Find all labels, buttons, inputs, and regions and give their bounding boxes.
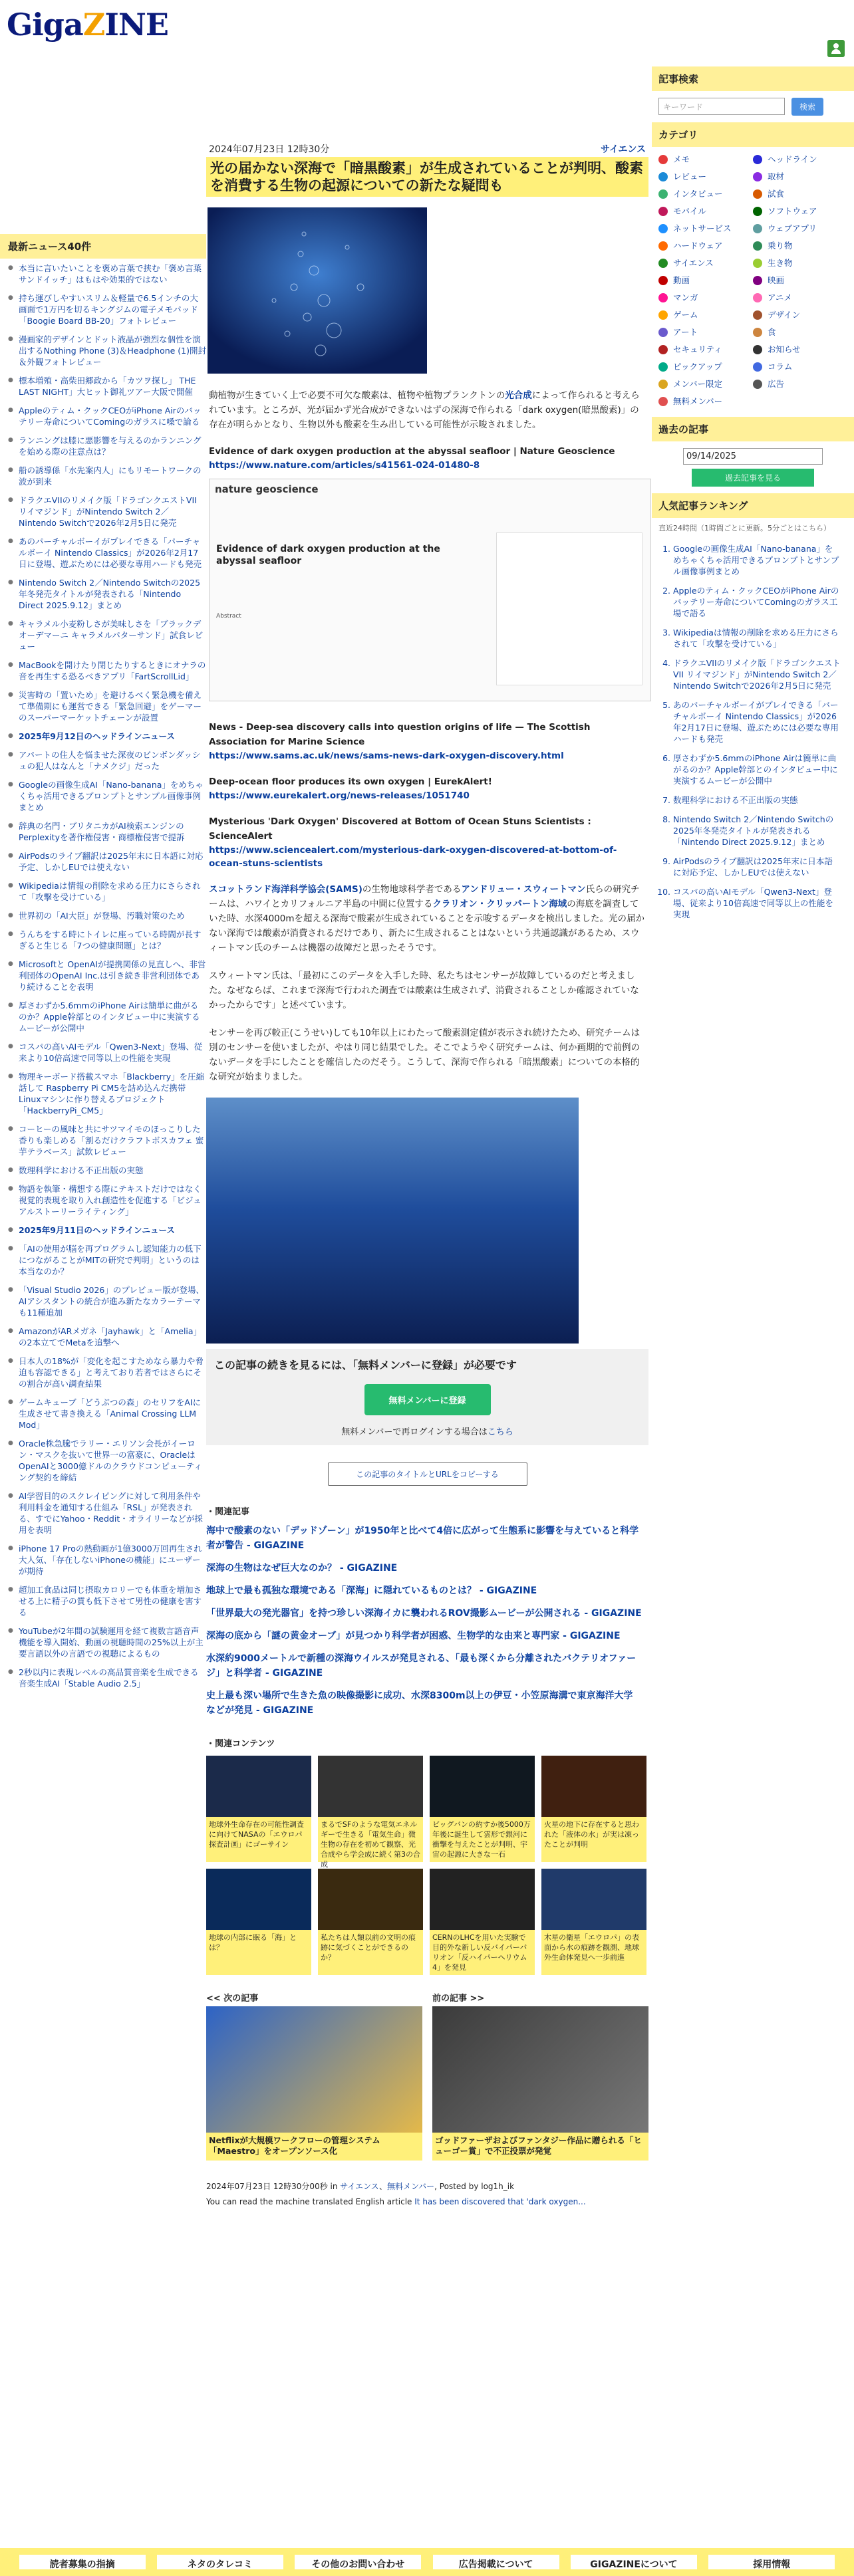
category-dot-icon	[753, 276, 762, 285]
category-dot-icon	[658, 241, 668, 251]
news-item[interactable]: ● アパートの住人を悩ませた深夜のビンボンダッシュの犯人はなんと「ナメクジ」だった	[8, 749, 206, 772]
news-item[interactable]: ● 持ち運びしやすいスリム＆軽量で6.5インチの大画面で1万円を切るキングジムの電子メモパッド「Boogie Board BB-20」フォトレビュー	[8, 293, 206, 326]
related-card-title: まるでSFのような電気エネルギーで生きる「電気生命」微生物の存在を初めて観察、光合成やら学会成に続く第3の合成	[321, 1820, 420, 1869]
related-list	[206, 1524, 648, 1718]
category-dot-icon	[658, 310, 668, 320]
news-item[interactable]: ● YouTubeが2年間の試験運用を経て複数言語音声機能を導入開始、動画の視聴時間の25%以上が主要言語以外の言語での視聴によるもの	[8, 1625, 206, 1659]
category-dot-icon	[753, 224, 762, 233]
gigazine-logo[interactable]: GigaZINE	[7, 7, 168, 43]
news-item[interactable]: ● AirPodsのライブ翻訳は2025年末に日本語に対応予定、しかしEUでは使えない	[8, 850, 206, 873]
nature-abstract: Abstract	[216, 613, 241, 620]
category-label: サイエンス	[673, 258, 714, 268]
ranking-item[interactable]: 8. Nintendo Switch 2／Nintendo Switchの2025年冬発売タイトルが発表される「Nintendo Direct 2025.9.12」まとめ	[673, 814, 841, 848]
ranking-item[interactable]: 3. Wikipediaは情報の削除を求める圧力にさらされて「攻撃を受けている」	[673, 627, 841, 649]
category-dot-icon	[753, 172, 762, 181]
category-label: ゲーム	[673, 310, 698, 320]
news-item[interactable]: ● Oracle株急騰でラリー・エリソン会長がイーロン・マスクを抜いて世界一の富豪に、OracleはOpenAIと3000億ドルのクラウドコンピューティング契約を締結	[8, 1438, 206, 1483]
nature-sidebox	[496, 532, 642, 685]
footer-link[interactable]: 採用情報	[708, 2555, 835, 2569]
category-label: ソフトウェア	[768, 206, 817, 216]
news-item[interactable]: ● 災害時の「置いため」を避けるべく緊急機を備えて準備期にも運営できる「緊急回避」をゲーマーのスーパーマーケットチェーンが設置	[8, 689, 206, 723]
related-card[interactable]	[318, 1756, 423, 1869]
ranking-item[interactable]: 9. AirPodsのライブ翻訳は2025年末に日本語に対応予定、しかしEUでは使えない	[673, 856, 841, 878]
source-title-1: Evidence of dark oxygen production at the abyssal seafloor | Nature Geoscience	[209, 446, 615, 457]
news-item[interactable]: ● 2025年9月11日のヘッドラインニュース	[8, 1225, 206, 1236]
ranking-item[interactable]: 4. ドラクエVIIのリメイク版「ドラゴンクエストVII リイマジンド」がNintendo Switch 2／Nintendo Switchで2026年2月5日に発売	[673, 657, 841, 691]
category-item[interactable]	[753, 324, 847, 341]
news-item[interactable]: ● 2秒以内に表現レベルの高品質音楽を生成できる音楽生成AI「Stable Audio 2.5」	[8, 1667, 206, 1689]
next-article[interactable]	[432, 1991, 648, 2161]
news-item[interactable]: ● iPhone 17 Proの熱動画が1億3000万回再生され大人気、「存在しないiPhoneの機能」にユーザーが期待	[8, 1543, 206, 1577]
login-link[interactable]: こちら	[487, 1427, 513, 1437]
category-dot-icon	[658, 189, 668, 199]
nature-screenshot	[209, 479, 651, 701]
search-box	[652, 91, 854, 122]
category-item[interactable]	[753, 168, 847, 185]
ranking-list	[652, 539, 854, 920]
news-item[interactable]: ● 物理キーボード搭載スマホ「Blackberry」を圧縮話して Raspberry Pi CM5を詰め込んだ携帯Linuxマシンに作り替えるプロジェクト「HackberryPi_CM5」	[8, 1071, 206, 1116]
related-card-title: 木星の衛星「エウロパ」の表面から水の痕跡を観測、地球外生命体発見へ一歩前進	[544, 1933, 639, 1962]
related-item[interactable]: 地球上で最も孤独な環境である「深海」に隠れているものとは？ - GIGAZINE	[206, 1585, 537, 1596]
news-item[interactable]: ● AmazonがARメガネ「Jayhawk」と「Amelia」の2本立てでMetaを追撃へ	[8, 1326, 206, 1348]
ranking-item[interactable]: 7. 数理科学における不正出版の実態	[673, 794, 841, 806]
related-card[interactable]	[430, 1756, 535, 1862]
archive-button[interactable]: 過去記事を見る	[692, 469, 814, 487]
news-item[interactable]: ● ドラクエVIIのリメイク版「ドラゴンクエストVII リイマジンド」がNintendo Switch 2／Nintendo Switchで2026年2月5日に発売	[8, 495, 206, 528]
related-item[interactable]: 深海の底から「謎の黄金オーブ」が見つかり科学者が困惑、生物学的な由来と専門家 - GIGAZINE	[206, 1631, 621, 1641]
photosynthesis-link[interactable]: 光合成	[505, 390, 532, 401]
category-item[interactable]	[753, 306, 847, 324]
news-item[interactable]: ● ランニングは膝に悪影響を与えるのかランニングを始める際の注意点は？	[8, 435, 206, 457]
category-item[interactable]	[753, 255, 847, 272]
category-dot-icon	[753, 241, 762, 251]
bubbles-image	[208, 207, 427, 374]
article-paragraph-2: スウィートマン氏は、「最初にこのデータを入手した時、私たちはセンサーが故障しているのだと考えました。なぜならば、これまで深海で行われた調査では酸素は生成されず、消費されることしか確認されていなかったからです」と述べています。	[209, 971, 639, 1010]
footer-link[interactable]: ネタのタレコミ	[157, 2555, 283, 2569]
news-item[interactable]: ● あのパーチャルボーイがプレイできる「パーチャルボーイ Nintendo Classics」が2026年2月17日に登場、遊ぶためには必要な専用ハードも発売	[8, 536, 206, 570]
news-item[interactable]: ● コスパの高いAIモデル「Qwen3-Next」登場、従来より10倍高速で同等以上の性能を実現	[8, 1041, 206, 1064]
category-item[interactable]	[753, 376, 847, 393]
news-item[interactable]: ● うんちをする時にトイレに座っている時間が長すぎると生じる「7つの健康問題」とは？	[8, 929, 206, 951]
related-item[interactable]: 深海の生物はなぜ巨大なのか？ - GIGAZINE	[206, 1563, 398, 1574]
article-category[interactable]: サイエンス	[600, 144, 646, 155]
prev-next	[206, 1991, 648, 2161]
category-item[interactable]	[753, 151, 847, 168]
ranking-item[interactable]: 1. Googleの画像生成AI「Nano-banana」をめちゃくちゃ活用できるプロンプトとサンプル画像事例まとめ	[673, 543, 841, 577]
category-dot-icon	[753, 380, 762, 389]
category-label: 取材	[768, 172, 785, 181]
category-label: アニメ	[768, 293, 792, 302]
register-button[interactable]: 無料メンバーに登録	[364, 1384, 491, 1415]
news-item[interactable]: ● コーヒーの風味と共にサツマイモのほっこりした香りも楽しめる「割るだけクラフトボスカフェ 蜜芋テラベース」試飲レビュー	[8, 1123, 206, 1157]
article-date: 2024年07月23日 12時30分	[209, 144, 330, 155]
category-label: 無料メンバー	[673, 396, 723, 406]
category-dot-icon	[753, 310, 762, 320]
category-label: お知らせ	[768, 344, 801, 354]
footer-link[interactable]: その他のお問い合わせ	[295, 2555, 421, 2569]
category-item[interactable]	[658, 237, 753, 255]
news-item[interactable]: ● 「Visual Studio 2026」のプレビュー版が登場、AIアシスタントの統合が進み新たなカラーテーマも11種追加	[8, 1284, 206, 1318]
news-item[interactable]: ● 世界初の「AI大臣」が登場、汚職対策のため	[8, 910, 206, 921]
category-item[interactable]	[658, 185, 753, 203]
next-image	[432, 2006, 648, 2133]
source-title-2: News - Deep-sea discovery calls into question origins of life — The Scottish Association for Marine Science	[209, 722, 591, 747]
category-item[interactable]	[658, 289, 753, 306]
sams-link[interactable]: スコットランド海洋科学協会(SAMS)	[209, 884, 362, 895]
related-card[interactable]	[206, 1756, 311, 1862]
post-member-link[interactable]: 無料メンバー	[386, 2182, 435, 2191]
category-label: レビュー	[673, 172, 707, 181]
ranking-title: 人気記事ランキング	[652, 493, 854, 518]
member-wall-title: この記事の続きを見るには、「無料メンバーに登録」が必要です	[214, 1359, 517, 1371]
category-item[interactable]	[658, 306, 753, 324]
related-card[interactable]	[541, 1756, 646, 1862]
related-grid	[206, 1756, 648, 1975]
news-item[interactable]: ● 超加工食品は同じ摂取カロリーでも体重を増加させる上に精子の質も低下させて男性の健康を害する	[8, 1584, 206, 1618]
sweetman-link[interactable]: アンドリュー・スウィートマン	[461, 884, 586, 895]
search-input[interactable]: キーワード	[658, 98, 785, 115]
article-lead: 動植物が生きていく上で必要不可欠な酸素は、植物や植物プランクトンの光合成によって作られると考えられています。ところが、光が届かず光合成ができないはずの深海で作られる「dark oxygen(暗黒酸素)」の存在が明らかとなり、生物以外も酸素を生み出している可能性が示唆されました。	[209, 390, 640, 430]
nature-heading: Evidence of dark oxygen production at the abyssal seafloor	[216, 544, 440, 566]
search-title: 記事検索	[652, 66, 854, 91]
login-note: 無料メンバーで再ログインする場合はこちら	[341, 1427, 513, 1437]
left-sidebar	[0, 53, 206, 1697]
source-title-4: Mysterious 'Dark Oxygen' Discovered at Bottom of Ocean Stuns Scientists : ScienceAlert	[209, 816, 591, 842]
category-dot-icon	[753, 345, 762, 354]
footer-link[interactable]: GIGAZINEについて	[571, 2555, 697, 2569]
related-item[interactable]: 史上最も深い場所で生きた魚の映像撮影に成功、水深8300m以上の伊豆・小笠原海溝で東京海洋大学などが発見 - GIGAZINE	[206, 1691, 633, 1716]
clarion-link[interactable]: クラリオン・クリッパートン海域	[432, 899, 567, 909]
nature-logo: nature geoscience	[215, 483, 319, 495]
category-item[interactable]	[753, 272, 847, 289]
related-content-title: ・関連コンテンツ	[206, 1739, 275, 1749]
category-dot-icon	[753, 362, 762, 372]
category-dot-icon	[753, 155, 762, 164]
category-item[interactable]	[753, 220, 847, 237]
category-dot-icon	[658, 293, 668, 302]
related-card[interactable]	[541, 1869, 646, 1975]
category-label: メモ	[673, 154, 690, 164]
ranking-item[interactable]: 2. Appleのティム・クックCEOがiPhone Airのバッテリー寿命についてComingのガラス工場で語る	[673, 585, 841, 619]
category-item[interactable]	[753, 358, 847, 376]
deep-sea-image	[206, 1098, 579, 1344]
category-dot-icon	[658, 380, 668, 389]
related-title: ・関連記事	[206, 1507, 250, 1517]
category-dot-icon	[658, 172, 668, 181]
category-item[interactable]	[658, 376, 753, 393]
category-label: ヘッドライン	[768, 154, 817, 164]
category-label: ピックアップ	[673, 362, 722, 372]
news-item[interactable]: ● Microsoftと OpenAIが提携関係の見直しへ、非営利団体のOpenAI Inc.は引き続き非営利団体であり続けることを表明	[8, 959, 206, 993]
news-item[interactable]: ● 「AIの使用が脳を再プログラムし認知能力の低下につながることがMITの研究で判明」というのは本当なのか？	[8, 1243, 206, 1277]
header	[0, 0, 854, 53]
category-dot-icon	[753, 189, 762, 199]
related-card-image	[318, 1756, 423, 1817]
category-item[interactable]	[658, 203, 753, 220]
related-card[interactable]	[430, 1869, 535, 1975]
category-label: デザイン	[768, 310, 801, 320]
news-item[interactable]: ● 2025年9月12日のヘッドラインニュース	[8, 731, 206, 742]
news-item[interactable]: ● Appleのティム・クックCEOがiPhone Airのバッテリー寿命についてComingのガラスに嗓で論る	[8, 405, 206, 427]
ranking-item[interactable]: 5. あのバーチャルボーイがプレイできる「バーチャルボーイ Nintendo Classics」が2026年2月17日に登場、遊ぶためには必要な専用ハードも発売	[673, 699, 841, 745]
news-item[interactable]: ● 厚さわずか5.6mmのiPhone Airは簡単に曲がるのか？Apple幹部とのインタビュー中に実演するムービーが公開中	[8, 1000, 206, 1034]
category-item[interactable]	[658, 393, 753, 410]
related-card-image	[541, 1869, 646, 1930]
category-label: コラム	[768, 362, 793, 372]
news-item[interactable]: ● Googleの画像生成AI「Nano-banana」をめちゃくちゃ活用できるプロンプトとサンプル画像事例まとめ	[8, 779, 206, 813]
category-dot-icon	[658, 259, 668, 268]
related-card[interactable]	[318, 1869, 423, 1975]
related-card-title: 火星の地下に存在すると思われた「液体の水」が実は凍ったことが判明	[544, 1820, 639, 1849]
category-label: 乗り物	[768, 241, 793, 251]
category-dot-icon	[658, 207, 668, 216]
category-label: マンガ	[673, 293, 698, 302]
footer	[0, 2548, 854, 2576]
category-label: インタビュー	[673, 189, 723, 199]
news-item[interactable]: ● 物語を執筆・構想する際にテキストだけではなく視覚的表現を取り入れ創造性を促進する「ビジュアルストーリーライティング」	[8, 1183, 206, 1217]
category-item[interactable]	[658, 220, 753, 237]
category-dot-icon	[658, 224, 668, 233]
category-item[interactable]	[658, 358, 753, 376]
category-item[interactable]	[658, 255, 753, 272]
category-item[interactable]	[658, 324, 753, 341]
search-button[interactable]: 検索	[791, 98, 823, 116]
article-title: 光の届かない深海で「暗黒酸素」が生成されていることが判明、酸素を消費する生物の起源についての新たな疑問も	[206, 157, 648, 197]
related-card-title: 地球の内部に眠る「海」とは？	[209, 1933, 297, 1952]
copy-title-button[interactable]: この記事のタイトルとURLをコピーする	[328, 1463, 527, 1486]
ranking-item[interactable]: 10. コスパの高いAIモデル「Qwen3-Next」登場、従来より10倍高速で同等以上の性能を実現	[673, 886, 841, 920]
footer-link[interactable]: 読者募集の指摘	[19, 2555, 146, 2569]
category-dot-icon	[658, 362, 668, 372]
category-dot-icon	[658, 155, 668, 164]
category-label: モバイル	[673, 206, 707, 216]
news-list	[0, 259, 206, 1689]
article-meta	[206, 142, 648, 156]
related-card[interactable]	[206, 1869, 311, 1975]
category-label: メンバー限定	[673, 379, 723, 389]
archive-title: 過去の記事	[652, 417, 854, 441]
category-item[interactable]	[658, 341, 753, 358]
category-item[interactable]	[658, 168, 753, 185]
category-label: ハードウェア	[673, 241, 723, 251]
news-item[interactable]: ● ゲームキューブ「どうぶつの森」のセリフをAIに生成させて書き換える「Animal Crossing LLM Mod」	[8, 1397, 206, 1431]
prev-label: << 次の記事	[206, 1994, 259, 2004]
prev-article[interactable]	[206, 1991, 422, 2161]
source-url-1[interactable]: https://www.nature.com/articles/s41561-024-01480-8	[209, 460, 480, 471]
next-title: ゴッドファーザおよびファンタジー作品に贈られる「ヒューゴー賞」で不正投票が発覚	[432, 2133, 648, 2161]
news-item[interactable]: ● 本当に言いたいことを褒め言葉で挟む「褒め言葉サンドイッチ」はもはや効果的ではない	[8, 263, 206, 285]
category-label: 生き物	[768, 258, 793, 268]
related-card-image	[430, 1756, 535, 1817]
category-dot-icon	[753, 293, 762, 302]
news-item[interactable]: ● Wikipediaは情報の削除を求める圧力にさらされて「攻撃を受けている」	[8, 880, 206, 903]
related-card-image	[430, 1869, 535, 1930]
related-card-title: CERNのLHCを用いた実験で目的外な新しい反バイパーバリオン「反ハイパーヘリウム4」を発見	[432, 1933, 527, 1972]
post-info: 2024年07月23日 12時30分00秒 in サイエンス、無料メンバー, Posted by log1h_ik	[206, 2182, 515, 2191]
right-sidebar	[652, 66, 854, 928]
user-icon[interactable]	[827, 40, 845, 57]
mt-link[interactable]: It has been discovered that 'dark oxygen...	[414, 2197, 586, 2206]
news-item[interactable]: ● 日本人の18%が「変化を起こすためなら暴力や脅迫も容認できる」と考えており若者ではさらにその割合が高い調査結果	[8, 1355, 206, 1389]
category-item[interactable]	[753, 289, 847, 306]
news-item[interactable]: ● 漫画家的デザインとドット液晶が強烈な個性を演出するNothing Phone (3)＆Headphone (1)開封＆外観フォトレビュー	[8, 334, 206, 368]
member-wall	[206, 1349, 648, 1445]
category-label: アート	[673, 327, 698, 337]
related-card-image	[318, 1869, 423, 1930]
category-dot-icon	[753, 259, 762, 268]
post-category-link[interactable]: サイエンス	[340, 2182, 379, 2191]
category-dot-icon	[658, 328, 668, 337]
news-list-title: 最新ニュース40件	[0, 234, 206, 259]
category-dot-icon	[658, 276, 668, 285]
related-item[interactable]: 水深約9000メートルで新種の深海ウイルスが発見される、「最も深くから分離されたバクテリオファージ」と科学者 - GIGAZINE	[206, 1653, 637, 1679]
category-label: 動画	[673, 275, 690, 285]
related-card-image	[206, 1756, 311, 1817]
related-item[interactable]: 「世界最大の発光器官」を持つ珍しい深海イカに襲われるROV撮影ムービーが公開される - GIGAZINE	[206, 1608, 642, 1619]
news-item[interactable]: ● AI学習目的のスクレイピングに対して利用条件や利用料金を通知する仕組み「RSL」が発表される、すでにYahoo・Reddit・オライリーなどが採用を表明	[8, 1490, 206, 1536]
category-item[interactable]	[753, 185, 847, 203]
related-card-image	[541, 1756, 646, 1817]
news-item[interactable]: ● Nintendo Switch 2／Nintendo Switchの2025年冬発売タイトルが発表される「Nintendo Direct 2025.9.12」まとめ	[8, 577, 206, 611]
related-item[interactable]: 海中で酸素のない「デッドゾーン」が1950年と比べて4倍に広がって生態系に影響を与えていると科学者が警告 - GIGAZINE	[206, 1526, 639, 1551]
category-dot-icon	[658, 397, 668, 406]
source-url-3[interactable]: https://www.eurekalert.org/news-releases/1051740	[209, 790, 470, 801]
category-item[interactable]	[658, 151, 753, 168]
news-item[interactable]: ● MacBookを開けたり閉じたりするときにオナラの音を再生する恐るべきアプリ「FartScrollLid」	[8, 659, 206, 682]
category-list	[652, 147, 854, 417]
related-card-title: ビッグバンの約すか後5000万年後に誕生して雲形で銀河に衝撃を与えたことが判明、宇宙の起源に大きな一石	[432, 1820, 531, 1859]
next-label: 前の記事 >>	[432, 1994, 485, 2004]
prev-image	[206, 2006, 422, 2133]
news-item[interactable]: ● 数理科学における不正出版の実態	[8, 1165, 206, 1176]
category-label: 試食	[768, 189, 785, 199]
source-url-4[interactable]: https://www.sciencealert.com/mysterious-dark-oxygen-discovered-at-bottom-of-ocean-stuns-scientists	[209, 845, 617, 869]
category-dot-icon	[753, 328, 762, 337]
news-item[interactable]: ● 標本増殖・高柴田郷政から「カツヲ探し」 THE LAST NIGHT」大ヒット御礼ツアー大阪で開催	[8, 375, 206, 398]
category-item[interactable]	[753, 203, 847, 220]
mt-note: You can read the machine translated English article It has been discovered that 'dark oxygen...	[206, 2197, 586, 2206]
category-label: 食	[768, 327, 776, 337]
archive	[652, 441, 854, 493]
related-card-title: 地球外生命存在の可能性調査に向けてNASAの「エウロパ探査計画」にゴーサイン	[209, 1820, 304, 1849]
prev-title: Netflixが大規模ワークフローの管理システム「Maestro」をオープンソース化	[206, 2133, 422, 2161]
category-item[interactable]	[753, 237, 847, 255]
category-title: カテゴリ	[652, 122, 854, 147]
news-item[interactable]: ● 船の誘導係「水先案内人」にもリモートワークの波が到来	[8, 465, 206, 487]
ranking-item[interactable]: 6. 厚さわずか5.6mmのiPhone Airは簡単に曲がるのか？Apple幹部とのインタビュー中に実演するムービーが公開中	[673, 753, 841, 786]
source-url-2[interactable]: https://www.sams.ac.uk/news/sams-news-dark-oxygen-discovery.html	[209, 751, 564, 761]
category-item[interactable]	[658, 272, 753, 289]
archive-date-input[interactable]: 09/14/2025	[683, 448, 823, 465]
related-card-image	[206, 1869, 311, 1930]
ranking-note: 直近24時間（1時間ごとに更新。5分ごとはこちら）	[658, 524, 831, 532]
news-item[interactable]: ● キャラメル小麦粉しさが美味しさを「ブラックデオーデマーニ キャラメルパターサンド」試食レビュー	[8, 618, 206, 652]
related-card-title: 私たちは人類以前の文明の痕跡に気づくことができるのか？	[321, 1933, 416, 1962]
category-label: ウェブアプリ	[768, 223, 817, 233]
category-label: 広告	[768, 379, 785, 389]
category-dot-icon	[753, 207, 762, 216]
source-title-3: Deep-ocean floor produces its own oxygen | EurekAlert!	[209, 776, 492, 787]
news-item[interactable]: ● 辞典の名門・ブリタニカがAI検索エンジンのPerplexityを著作権侵害・商標権侵害で提訴	[8, 820, 206, 843]
category-dot-icon	[658, 345, 668, 354]
article	[206, 53, 648, 2206]
article-paragraph-1: スコットランド海洋科学協会(SAMS)の生物地球科学者であるアンドリュー・スウィートマン氏らの研究チームは、ハワイとカリフォルニア半島の中間に位置するクラリオン・クリッパートン海域の海底を調査していた時、水深4000mを超える深海で酸素が生成されていることを示唆するデータを検出しました。光の届かない深海では酸素が消費されるだけであり、新たに生成されることはないという共通認識があるため、スウィートマン氏のチームは機器の故障だと思ったそうです。	[209, 884, 645, 953]
category-label: セキュリティ	[673, 344, 722, 354]
category-label: 映画	[768, 275, 785, 285]
footer-link[interactable]: 広告掲載について	[433, 2555, 559, 2569]
category-label: ネットサービス	[673, 223, 732, 233]
category-item[interactable]	[753, 341, 847, 358]
article-paragraph-3: センサーを再び較正(こうせい)しても10年以上にわたって酸素測定値が表示され続けたため、研究チームは別のセンサーを使いましたが、やはり同じ結果でした。そこでようやく研究チームは、何か画期的で前例のないデータを手にしたことを確信したのだそう。こうして、深海で作られる「暗黒酸素」についての本格的な研究が始まりました。	[209, 1028, 640, 1082]
